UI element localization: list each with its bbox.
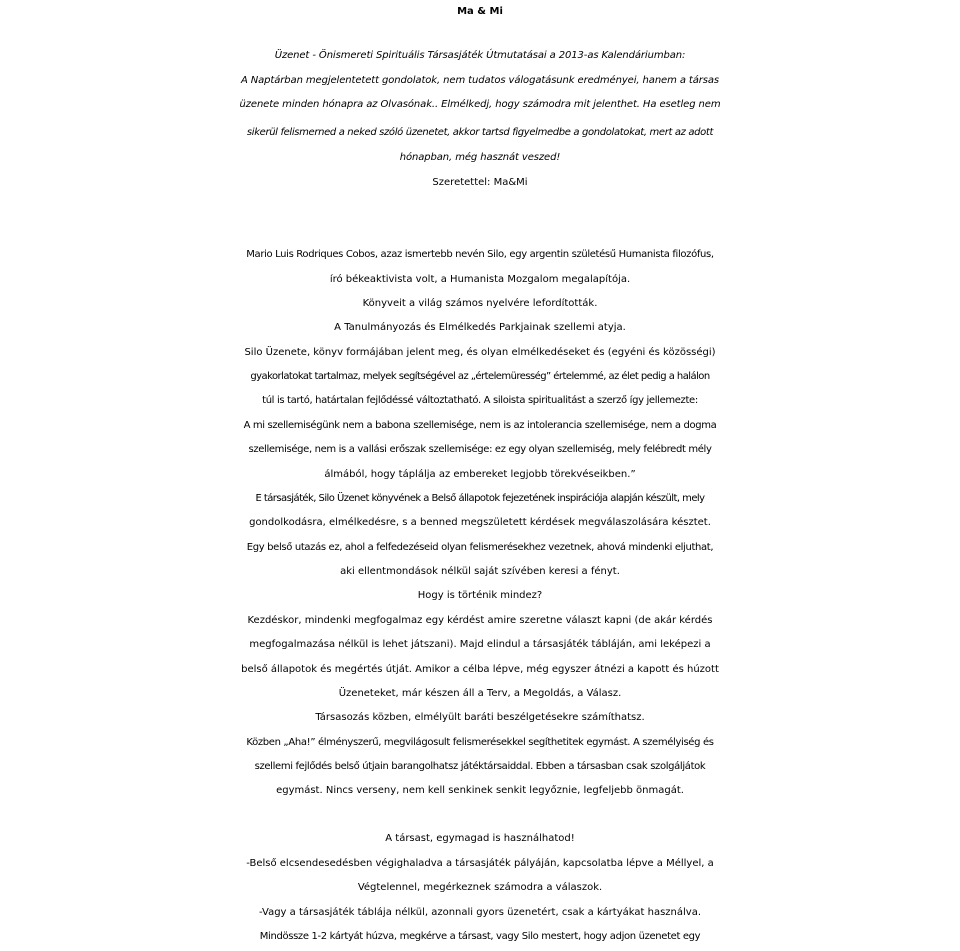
paragraph-line: gondolkodásra, elmélkedésre, s a benned megszületett kérdések megválaszolására késztet.: [249, 517, 711, 528]
paragraph-line: túl is tartó, határtalan fejlődéssé változtatható. A siloista spiritualitást a szerző így jellemezte:: [262, 395, 698, 406]
intro-line: hónapban, még hasznát veszed!: [399, 152, 561, 163]
paragraph-line: -Belső elcsendesedésben végighaladva a társasjáték pályáján, kapcsolatba lépve a Méllyel, a: [246, 858, 714, 869]
paragraph-line: belső állapotok és megértés útját. Amikor a célba lépve, még egyszer átnézi a kapott és húzott: [241, 664, 719, 675]
paragraph-line: Könyveit a világ számos nyelvére lefordították.: [362, 298, 598, 309]
paragraph-line: álmából, hogy táplálja az embereket legjobb törekvéseikben.”: [324, 469, 636, 480]
paragraph-line: egymást. Nincs verseny, nem kell senkinek senkit legyőznie, legfeljebb önmagát.: [276, 785, 684, 796]
paragraph-line: Társasozás közben, elmélyült baráti beszélgetésekre számíthatsz.: [315, 712, 645, 723]
paragraph-line: A Tanulmányozás és Elmélkedés Parkjainak szellemi atyja.: [334, 322, 626, 333]
paragraph-line: Végtelennel, megérkeznek számodra a válaszok.: [357, 882, 603, 893]
paragraph-line: aki ellentmondások nélkül saját szívében keresi a fényt.: [340, 566, 620, 577]
paragraph-line: Mindössze 1-2 kártyát húzva, megkérve a társast, vagy Silo mestert, hogy adjon üzenetet egy: [259, 931, 701, 942]
paragraph-line: Kezdéskor, mindenki megfogalmaz egy kérdést amire szeretne választ kapni (de akár kérdés: [247, 615, 713, 626]
intro-line: A Naptárban megjelentetett gondolatok, nem tudatos válogatásunk eredményei, hanem a társas: [240, 75, 720, 86]
paragraph-line: Mario Luis Rodriques Cobos, azaz ismertebb nevén Silo, egy argentin születésű Humanista filozófus,: [246, 249, 714, 260]
paragraph-line: író békeaktivista volt, a Humanista Mozgalom megalapítója.: [329, 274, 631, 285]
paragraph-line: szellemi fejlődés belső útjain barangolhatsz játéktársaiddal. Ebben a társasban csak szolgáljátok: [254, 761, 706, 772]
paragraph-line: E társasjáték, Silo Üzenet könyvének a Belső állapotok fejezetének inspirációja alapján készült, mely: [255, 493, 705, 504]
paragraph-line: megfogalmazása nélkül is lehet játszani). Majd elindul a társasjáték tábláján, ami leképezi a: [249, 639, 711, 650]
paragraph-line: A mi szellemiségünk nem a babona szellemisége, nem is az intolerancia szellemisége, nem a dogma: [243, 420, 717, 431]
intro-line: Üzenet - Önismereti Spirituális Társasjáték Útmutatásai a 2013-as Kalendáriumban:: [274, 50, 686, 61]
signature: Szeretettel: Ma&Mi: [432, 177, 528, 188]
paragraph-line: szellemisége, nem is a vallási erőszak szellemisége: ez egy olyan szellemiség, mely felébredt mély: [248, 444, 712, 455]
paragraph-line: A társast, egymagad is használhatod!: [385, 833, 575, 844]
paragraph-line: Közben „Aha!” élményszerű, megvilágosult felismerésekkel segíthetitek egymást. A személyiség és: [246, 737, 714, 748]
intro-line: sikerül felismerned a neked szóló üzenetet, akkor tartsd figyelmedbe a gondolatokat, mert az adott: [246, 127, 714, 138]
paragraph-line: gyakorlatokat tartalmaz, melyek segítségével az „értelemüresség” értelemmé, az élet pedig a halálon: [250, 371, 710, 382]
paragraph-line: Hogy is történik mindez?: [417, 590, 543, 601]
document-title: Ma & Mi: [457, 6, 503, 17]
paragraph-line: Silo Üzenete, könyv formájában jelent meg, és olyan elmélkedéseket és (egyéni és közösségi): [244, 347, 716, 358]
paragraph-line: Üzeneteket, már készen áll a Terv, a Megoldás, a Válasz.: [338, 688, 622, 699]
intro-line: üzenete minden hónapra az Olvasónak.. Elmélkedj, hogy számodra mit jelenthet. Ha esetleg nem: [239, 99, 721, 110]
paragraph-line: -Vagy a társasjáték táblája nélkül, azonnali gyors üzenetért, csak a kártyákat használva.: [258, 907, 702, 918]
paragraph-line: Egy belső utazás ez, ahol a felfedezéseid olyan felismerésekhez vezetnek, ahová mindenki eljuthat,: [246, 542, 714, 553]
